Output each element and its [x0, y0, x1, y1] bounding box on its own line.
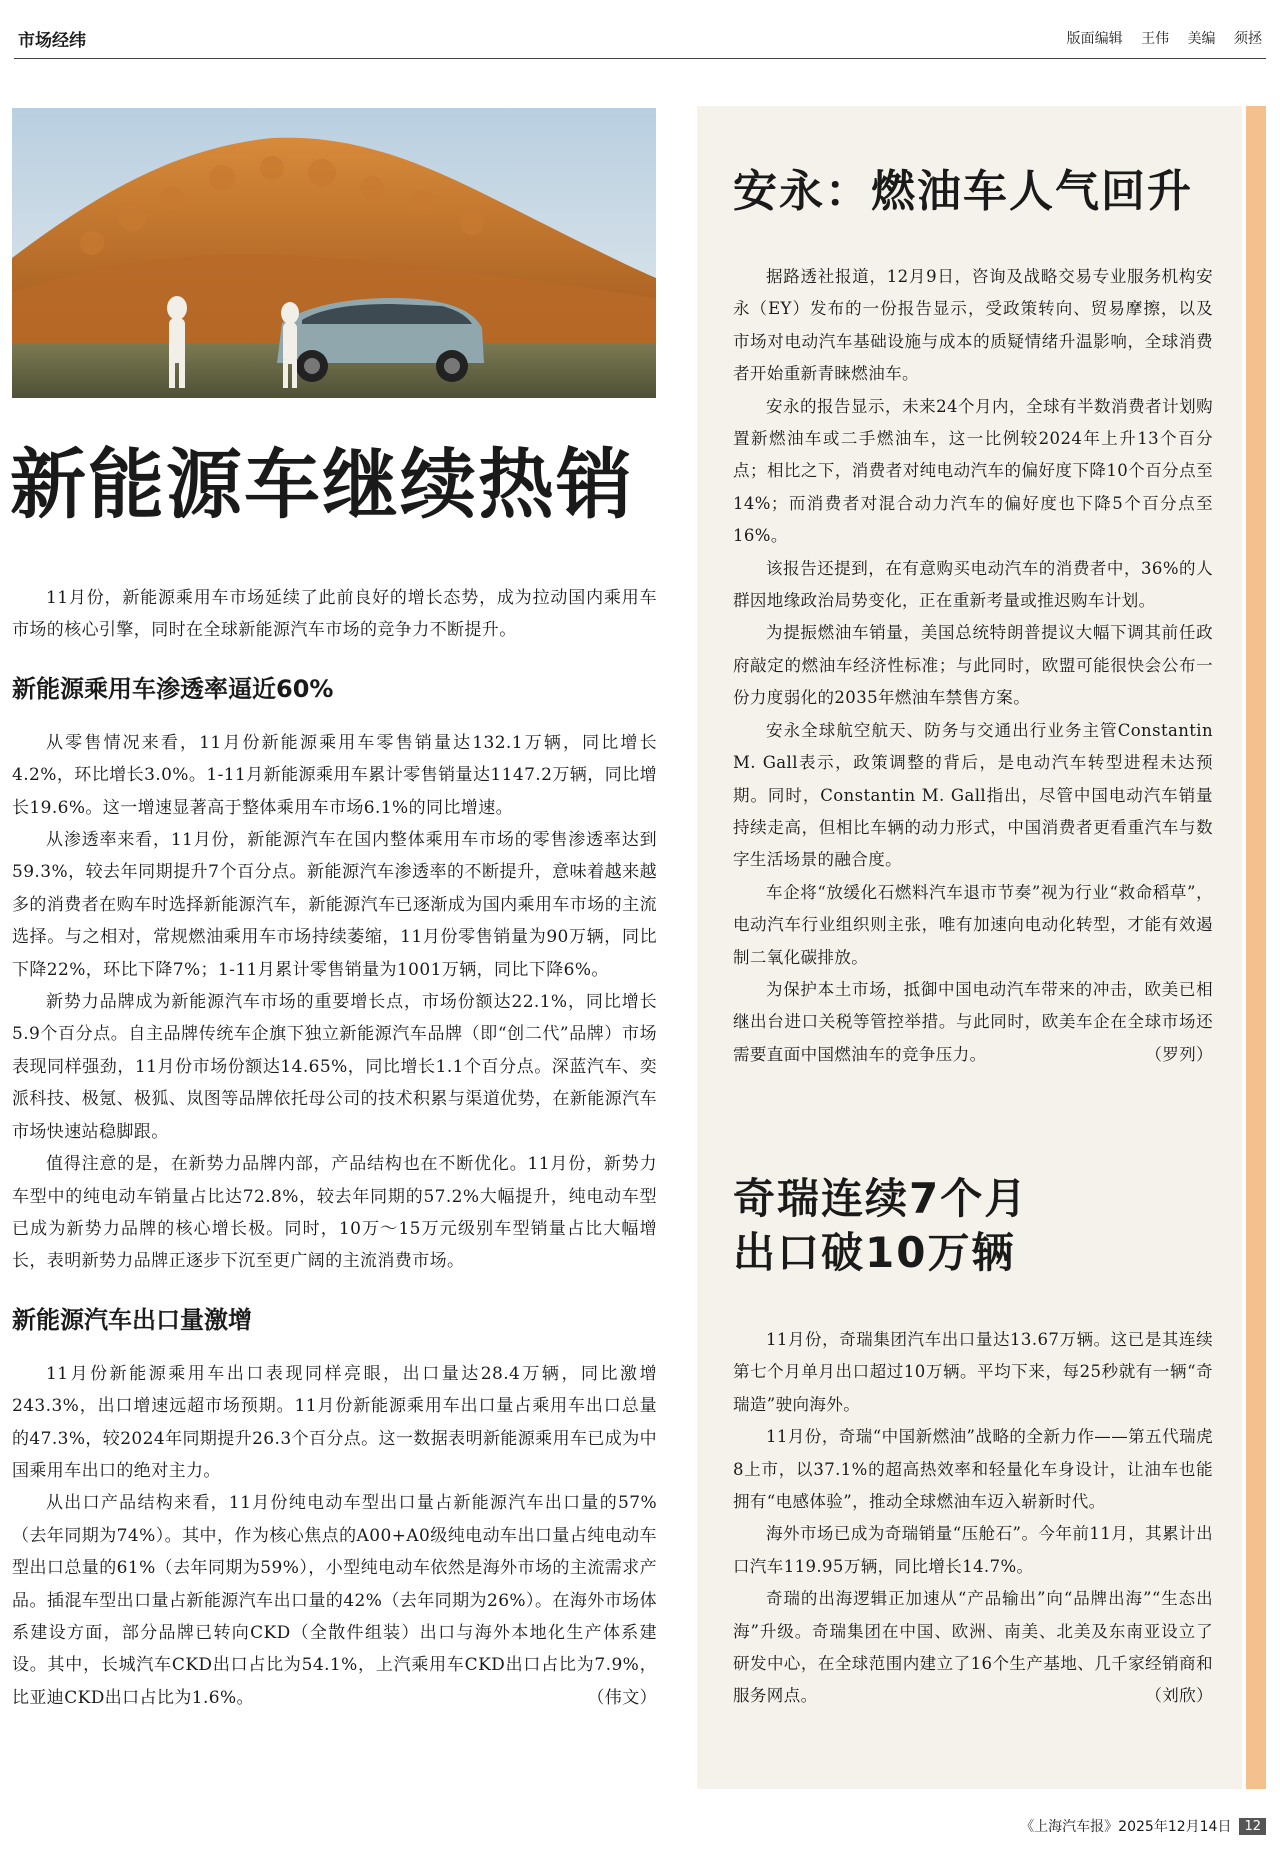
paragraph: 安永全球航空航天、防务与交通出行业务主管Constantin M. Gall表示，政策调整的背后，是电动汽车转型进程未达预期。同时，Constantin M. Gall指出，尽管中国电动汽车销量持续走高，但相比车辆的动力形式，中国消费者更看重汽车与数字生活场景的融合度。	[733, 720, 1213, 870]
page-footer	[1020, 1816, 1266, 1836]
editor-label: 版面编辑	[1066, 31, 1123, 47]
paragraph-text: 从出口产品结构来看，11月份纯电动车型出口量占新能源汽车出口量的57%（去年同期为74%）。其中，作为核心焦点的A00+A0级纯电动车出口量占纯电动车型出口总量的61%（去年同期为59%），小型纯电动车依然是海外市场的主流需求产品。插混车型出口量占新能源汽车出口量的42%（去年同期为26%）。在海外市场体系建设方面，部分品牌已转向CKD（全散件组装）出口与海外本地化生产体系建设。其中，长城汽车CKD出口占比为54.1%，上汽乘用车CKD出口占比为7.9%，比亚迪CKD出口占比为1.6%。	[12, 1493, 657, 1708]
sidebar	[697, 106, 1242, 1789]
art-editor-label: 美编	[1187, 31, 1216, 47]
sidebar-accent-stripe	[1246, 106, 1266, 1789]
sidebar-article2-body	[733, 1324, 1213, 1713]
paragraph-text: 为保护本土市场，抵御中国电动汽车带来的冲击，欧美已相继出台进口关税等管控举措。与此同时，欧美车企在全球市场还需要直面中国燃油车的竞争压力。	[733, 979, 1213, 1064]
paragraph	[733, 1583, 1213, 1713]
paragraph: 安永的报告显示，未来24个月内，全球有半数消费者计划购置新燃油车或二手燃油车，这一比例较2024年上升13个百分点；相比之下，消费者对纯电动汽车的偏好度下降10个百分点至14%；而消费者对混合动力汽车的偏好度也下降5个百分点至16%。	[733, 396, 1213, 546]
section2-heading: 新能源汽车出口量激增	[12, 1305, 252, 1334]
paragraph: 11月份，奇瑞“中国新燃油”战略的全新力作——第五代瑞虎8上市，以37.1%的超高热效率和轻量化车身设计，让油车也能拥有“电感体验”，推动全球燃油车迈入崭新时代。	[733, 1427, 1213, 1512]
paragraph: 为提振燃油车销量，美国总统特朗普提议大幅下调其前任政府敲定的燃油车经济性标准；与此同时，欧盟可能很快会公布一份力度弱化的2035年燃油车禁售方案。	[733, 623, 1213, 708]
paragraph	[12, 1487, 657, 1714]
byline: （伟文）	[587, 1687, 657, 1708]
main-article	[12, 582, 657, 1714]
sidebar-article1-title: 安永：燃油车人气回升	[733, 166, 1193, 217]
lead-paragraph: 11月份，新能源乘用车市场延续了此前良好的增长态势，成为拉动国内乘用车市场的核心引擎，同时在全球新能源汽车市场的竞争力不断提升。	[12, 588, 657, 641]
title-line: 奇瑞连续7个月	[733, 1174, 1029, 1223]
paragraph: 据路透社报道，12月9日，咨询及战略交易专业服务机构安永（EY）发布的一份报告显示，受政策转向、贸易摩擦，以及市场对电动汽车基础设施与成本的质疑情绪升温影响，全球消费者开始重新青睐燃油车。	[733, 267, 1213, 384]
page-header	[14, 20, 1266, 59]
sidebar-article2-title	[733, 1172, 1028, 1280]
section1-heading: 新能源乘用车渗透率逼近60%	[12, 674, 334, 703]
paragraph: 11月份新能源乘用车出口表现同样亮眼，出口量达28.4万辆，同比激增243.3%，出口增速远超市场预期。11月份新能源乘用车出口量占乘用车出口总量的47.3%，较2024年同期提升26.3个百分点。这一数据表明新能源乘用车已成为中国乘用车出口的绝对主力。	[12, 1363, 657, 1481]
paragraph: 值得注意的是，在新势力品牌内部，产品结构也在不断优化。11月份，新势力车型中的纯电动车销量占比达72.8%，较去年同期的57.2%大幅提升，纯电动车型已成为新势力品牌的核心增长极。同时，10万～15万元级别车型销量占比大幅增长，表明新势力品牌正逐步下沉至更广阔的主流消费市场。	[12, 1154, 657, 1272]
paragraph: 该报告还提到，在有意购买电动汽车的消费者中，36%的人群因地缘政治局势变化，正在重新考量或推迟购车计划。	[733, 558, 1213, 611]
byline: （罗列）	[1145, 1044, 1213, 1064]
editor-name: 王伟	[1141, 31, 1170, 47]
art-editor-name: 须拯	[1234, 31, 1262, 47]
paragraph-text: 奇瑞的出海逻辑正加速从“产品输出”向“品牌出海”“生态出海”升级。奇瑞集团在中国、欧洲、南美、北美及东南亚设立了研发中心，在全球范围内建立了16个生产基地、几千家经销商和服务网点。	[733, 1589, 1213, 1706]
paragraph: 从零售情况来看，11月份新能源乘用车零售销量达132.1万辆，同比增长4.2%，环比增长3.0%。1-11月新能源乘用车累计零售销量达1147.2万辆，同比增长19.6%。这一增速显著高于整体乘用车市场6.1%的同比增速。	[12, 732, 657, 818]
paragraph: 新势力品牌成为新能源汽车市场的重要增长点，市场份额达22.1%，同比增长5.9个百分点。自主品牌传统车企旗下独立新能源汽车品牌（即“创二代”品牌）市场表现同样强劲，11月份市场份额达14.65%，同比增长1.1个百分点。深蓝汽车、奕派科技、极氪、极狐、岚图等品牌依托母公司的技术积累与渠道优势，在新能源汽车市场快速站稳脚跟。	[12, 992, 657, 1142]
sidebar-article1-body	[733, 261, 1213, 1071]
byline: （刘欣）	[1145, 1686, 1213, 1706]
editor-credits	[1053, 28, 1262, 48]
paragraph	[733, 974, 1213, 1071]
section-name: 市场经纬	[18, 31, 86, 51]
paragraph: 车企将“放缓化石燃料汽车退市节奏”视为行业“救命稻草”，电动汽车行业组织则主张，唯有加速向电动化转型，才能有效遏制二氧化碳排放。	[733, 882, 1213, 967]
main-headline: 新能源车继续热销	[10, 440, 634, 529]
paragraph: 从渗透率来看，11月份，新能源汽车在国内整体乘用车市场的零售渗透率达到59.3%，较去年同期提升7个百分点。新能源汽车渗透率的不断提升，意味着越来越多的消费者在购车时选择新能源汽车，新能源汽车已逐渐成为国内乘用车市场的主流选择。与之相对，常规燃油乘用车市场持续萎缩，11月份零售销量为90万辆，同比下降22%，环比下降7%；1-11月累计零售销量为1001万辆，同比下降6%。	[12, 830, 657, 980]
car-photo	[12, 108, 656, 398]
paragraph: 海外市场已成为奇瑞销量“压舱石”。今年前11月，其累计出口汽车119.95万辆，同比增长14.7%。	[733, 1524, 1213, 1576]
paper-name-date: 《上海汽车报》2025年12月14日	[1020, 1819, 1232, 1835]
title-line: 出口破10万辆	[733, 1228, 1016, 1277]
paragraph: 11月份，奇瑞集团汽车出口量达13.67万辆。这已是其连续第七个月单月出口超过10万辆。平均下来，每25秒就有一辆“奇瑞造”驶向海外。	[733, 1330, 1213, 1414]
page-number: 12	[1239, 1818, 1266, 1835]
